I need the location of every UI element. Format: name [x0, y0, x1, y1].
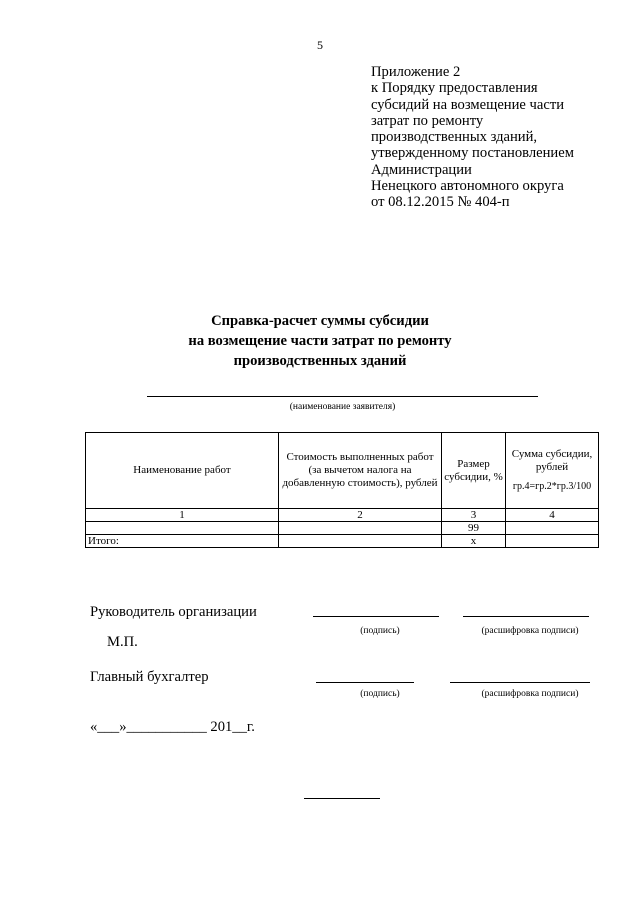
- header-subsidy-percent: Размер субсидии, %: [442, 433, 506, 509]
- table-cell: [506, 522, 599, 535]
- head-decryption-line: [463, 616, 589, 617]
- table-total-row: [86, 535, 599, 548]
- column-number: 1: [86, 509, 279, 522]
- total-label: Итого:: [86, 535, 279, 548]
- table-header-row: [86, 433, 599, 509]
- title-line: на возмещение части затрат по ремонту: [188, 333, 452, 349]
- header-work-cost: Стоимость выполненных работ (за вычетом налога на добавленную стоимость), рублей: [279, 433, 442, 509]
- column-number: 4: [506, 509, 599, 522]
- percent-cell: 99: [442, 522, 506, 535]
- appendix-line: субсидий на возмещение части: [371, 96, 565, 113]
- table-cell: [279, 535, 442, 548]
- header-formula: гр.4=гр.2*гр.3/100: [512, 481, 592, 492]
- head-label: Руководитель организации: [90, 604, 257, 620]
- head-decryption-caption: (расшифровка подписи): [481, 626, 579, 636]
- table-cell: [506, 535, 599, 548]
- column-number: 3: [442, 509, 506, 522]
- head-signature-caption: (подпись): [360, 626, 400, 636]
- accountant-decryption-line: [450, 682, 590, 683]
- appendix-block: [371, 64, 574, 211]
- appendix-line: затрат по ремонту: [371, 112, 484, 129]
- column-number: 2: [279, 509, 442, 522]
- stamp-label: М.П.: [107, 634, 138, 650]
- appendix-line: Администрации: [371, 161, 472, 178]
- appendix-line: Приложение 2: [371, 64, 461, 80]
- date-line: «___»___________ 201__г.: [90, 719, 255, 735]
- closing-rule: [304, 798, 380, 799]
- header-subsidy-amount: [506, 433, 599, 509]
- document-title: [0, 311, 640, 371]
- applicant-caption: (наименование заявителя): [289, 402, 396, 412]
- table-row: [86, 509, 599, 522]
- header-work-name: Наименование работ: [86, 433, 279, 509]
- table-cell: [279, 522, 442, 535]
- appendix-line: Ненецкого автономного округа: [371, 178, 564, 195]
- table-row: [86, 522, 599, 535]
- title-line: производственных зданий: [233, 353, 407, 369]
- title-line: Справка-расчет суммы субсидии: [211, 313, 429, 329]
- accountant-decryption-caption: (расшифровка подписи): [481, 689, 579, 699]
- accountant-signature-caption: (подпись): [360, 689, 400, 699]
- total-mark: x: [442, 535, 506, 548]
- applicant-name-line: [147, 396, 538, 397]
- table-cell: [86, 522, 279, 535]
- calculation-table: [85, 432, 599, 548]
- accountant-signature-line: [316, 682, 414, 683]
- appendix-line: от 08.12.2015 № 404-п: [371, 194, 510, 211]
- head-signature-line: [313, 616, 439, 617]
- appendix-line: к Порядку предоставления: [371, 80, 538, 97]
- header-subsidy-amount-label: Сумма субсидии, рублей: [511, 448, 593, 473]
- appendix-line: утвержденному постановлением: [371, 145, 574, 162]
- accountant-label: Главный бухгалтер: [90, 669, 209, 685]
- appendix-line: производственных зданий,: [371, 129, 538, 146]
- page-number: 5: [317, 38, 323, 52]
